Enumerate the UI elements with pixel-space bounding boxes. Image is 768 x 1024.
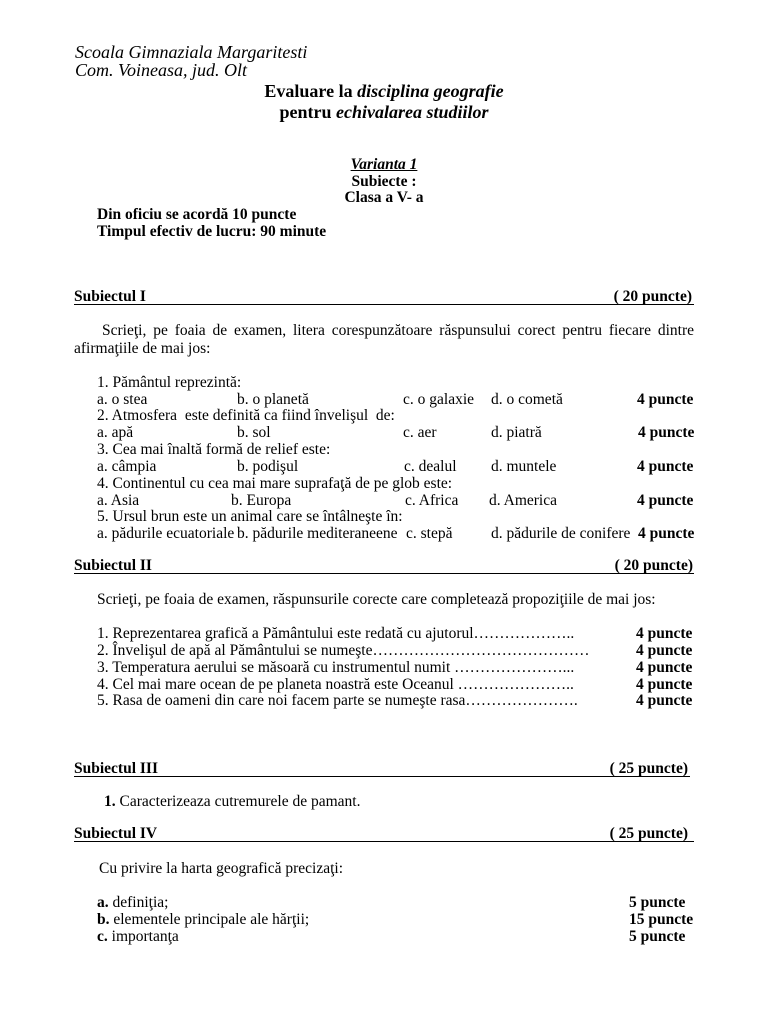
option-c: c. stepă <box>406 525 453 542</box>
exam-title <box>0 81 768 101</box>
item-number: 1. <box>104 793 116 810</box>
subject-1-title: Subiectul I <box>74 288 146 305</box>
grade-label: Clasa a V- a <box>344 189 424 206</box>
subjects-label: Subiecte : <box>351 173 417 190</box>
subject-4-item-b <box>0 911 768 929</box>
exam-subtitle <box>0 102 768 122</box>
option-d: d. o cometă <box>491 391 563 408</box>
fill-in-item-1 <box>0 625 768 643</box>
question-2: 2. Atmosfera este definită ca fiind învelişul de: <box>97 407 395 424</box>
subject-3-points: ( 25 puncte) <box>609 760 688 777</box>
subject-1-instructions: Scrieţi, pe foaia de examen, litera corespunzătoare răspunsului corect pentru fiecare dintre afirmaţiile de mai jos: <box>74 322 694 357</box>
fill-in-item-2 <box>0 642 768 660</box>
option-a: a. pădurile ecuatoriale <box>97 525 235 542</box>
item-text: definiţia; <box>112 894 169 911</box>
question-4: 4. Continentul cu cea mai mare suprafaţă de pe glob este: <box>97 475 453 492</box>
subject-4-points: ( 25 puncte) <box>609 825 688 842</box>
question-1: 1. Pământul reprezintă: <box>97 374 242 391</box>
question-5-options <box>0 525 768 543</box>
fill-in-text: 2. Învelişul de apă al Pământului se numeşte…………………………………… <box>97 642 590 659</box>
item-letter: c. <box>97 928 108 945</box>
subject-2-instructions: Scrieţi, pe foaia de examen, răspunsurile corecte care completează propoziţiile de mai jos: <box>97 591 656 608</box>
item-points: 4 puncte <box>636 692 693 709</box>
option-d: d. muntele <box>491 458 557 475</box>
exam-title-emphasis: disciplina geografie <box>357 81 504 101</box>
question-2-options <box>0 424 768 442</box>
subject-1-header <box>74 289 694 305</box>
subject-4-title: Subiectul IV <box>74 825 158 842</box>
option-b: b. Europa <box>231 492 292 509</box>
item-points: 4 puncte <box>636 659 693 676</box>
option-b: b. pădurile mediteraneene <box>237 525 398 542</box>
item-letter: a. <box>97 894 109 911</box>
subject-3-item-1 <box>104 793 360 811</box>
question-3: 3. Cea mai înaltă formă de relief este: <box>97 441 331 458</box>
option-c: c. Africa <box>405 492 459 509</box>
item-text-line <box>97 894 168 912</box>
subject-4-instructions: Cu privire la harta geografică precizaţi: <box>99 860 343 877</box>
item-points: 15 puncte <box>629 911 694 928</box>
option-c: c. aer <box>403 424 437 441</box>
question-points: 4 puncte <box>638 424 695 441</box>
item-letter: b. <box>97 911 110 928</box>
subject-2-points: ( 20 puncte) <box>614 557 693 574</box>
item-points: 5 puncte <box>629 894 686 911</box>
question-points: 4 puncte <box>637 391 694 408</box>
option-d: d. America <box>489 492 558 509</box>
fill-in-item-3 <box>0 659 768 677</box>
exam-subtitle-plain: pentru <box>279 102 332 122</box>
subject-3-header <box>74 761 690 777</box>
question-points: 4 puncte <box>637 492 694 509</box>
exam-subtitle-emphasis: echivalarea studiilor <box>336 102 489 122</box>
variant-title: Varianta 1 <box>350 156 418 173</box>
subject-2-header <box>74 558 694 574</box>
working-time-note: Timpul efectiv de lucru: 90 minute <box>97 223 327 240</box>
item-text-line <box>97 928 179 946</box>
subject-4-item-a <box>0 894 768 912</box>
item-text: importanţa <box>111 928 179 945</box>
item-points: 4 puncte <box>636 642 693 659</box>
school-name: Scoala Gimnaziala Margaritesti <box>75 42 308 62</box>
option-c: c. dealul <box>404 458 457 475</box>
option-c: c. o galaxie <box>403 391 475 408</box>
school-location: Com. Voineasa, jud. Olt <box>75 60 248 80</box>
option-d: d. piatră <box>491 424 542 441</box>
exam-title-plain: Evaluare la <box>264 81 353 101</box>
question-points: 4 puncte <box>637 458 694 475</box>
option-a: a. câmpia <box>97 458 157 475</box>
fill-in-text: 5. Rasa de oameni din care noi facem parte se numeşte rasa…………………. <box>97 692 578 709</box>
default-points-note: Din oficiu se acordă 10 puncte <box>97 206 297 223</box>
item-text-line <box>97 911 309 929</box>
fill-in-text: 4. Cel mai mare ocean de pe planeta noastră este Oceanul ………………….. <box>97 676 574 693</box>
option-b: b. sol <box>237 424 271 441</box>
item-points: 4 puncte <box>636 676 693 693</box>
subject-4-item-c <box>0 928 768 946</box>
option-b: b. podişul <box>237 458 299 475</box>
question-3-options <box>0 458 768 476</box>
option-a: a. apă <box>97 424 134 441</box>
option-a: a. Asia <box>97 492 140 509</box>
subject-4-header <box>74 826 694 842</box>
question-5: 5. Ursul brun este un animal care se întâlneşte în: <box>97 508 403 525</box>
fill-in-item-5 <box>0 692 768 710</box>
option-b: b. o planetă <box>237 391 309 408</box>
fill-in-text: 3. Temperatura aerului se măsoară cu instrumentul numit …………………... <box>97 659 575 676</box>
option-a: a. o stea <box>97 391 148 408</box>
fill-in-text: 1. Reprezentarea grafică a Pământului este redată cu ajutorul……………….. <box>97 625 575 642</box>
subject-1-points: ( 20 puncte) <box>613 288 692 305</box>
item-points: 5 puncte <box>629 928 686 945</box>
option-d: d. pădurile de conifere <box>491 525 631 542</box>
subject-3-title: Subiectul III <box>74 760 158 777</box>
item-text: elementele principale ale hărţii; <box>113 911 310 928</box>
item-points: 4 puncte <box>636 625 693 642</box>
item-text: Caracterizeaza cutremurele de pamant. <box>119 793 361 810</box>
subject-2-title: Subiectul II <box>74 557 152 574</box>
question-points: 4 puncte <box>638 525 695 542</box>
